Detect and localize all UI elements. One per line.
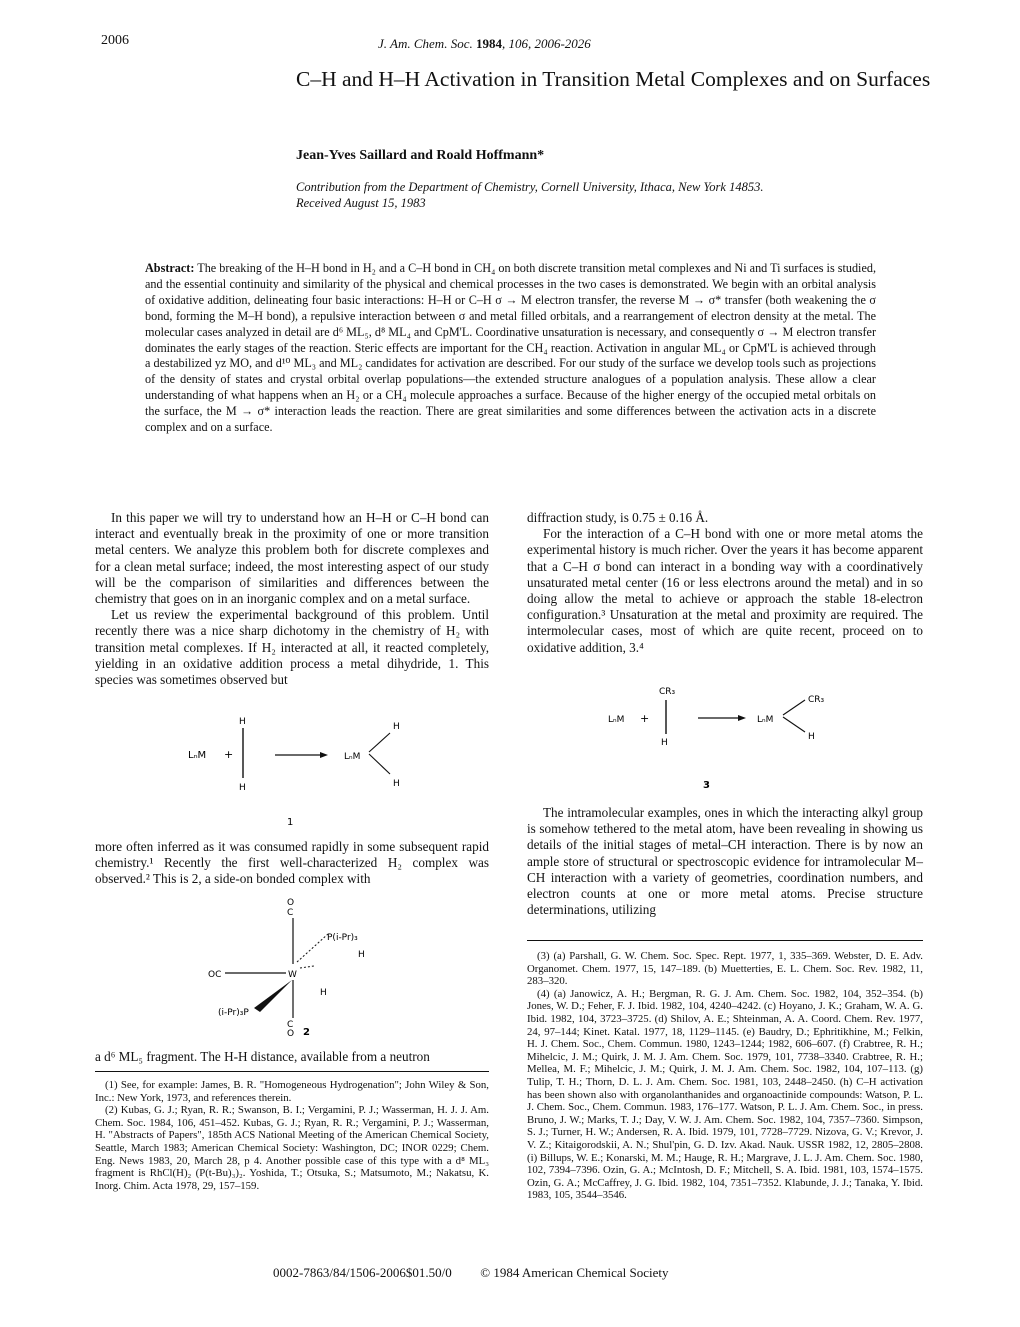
page-number: 2006 — [101, 33, 129, 48]
article-code: 0002-7863/84/1506-2006$01.50/0 — [273, 1265, 452, 1280]
scheme-2-number — [300, 1023, 316, 1039]
scheme2-o-bottom: O — [287, 1029, 295, 1036]
scheme3-cr3: CR₃ — [659, 687, 676, 697]
abstract — [145, 261, 876, 436]
scheme1-product-lnm: LₙM — [344, 752, 361, 762]
scheme3-lnm-label: LₙM — [608, 715, 625, 725]
scheme3-product-cr3: CR₃ — [808, 695, 825, 705]
scheme2-c-bottom: C — [287, 1020, 294, 1030]
left-column-middle — [95, 839, 489, 888]
left-paragraph-4: a d⁶ ML₅ fragment. The H-H distance, available from a neutron — [95, 1049, 430, 1064]
right-paragraph-3: The intramolecular examples, ones in which the interacting alkyl group is somehow tethered to the metal atom, have been revealing in showing us details of the initial stages of metal–CH interaction. There is by now an ample store of structural or spectroscopic evidence for intramolecular M–CH interaction with a variety of geometries, coordination numbers, and electron counts at one or more metal atoms. Precise structure determinations, utilizing — [527, 805, 923, 918]
left-column-bottom — [95, 1049, 489, 1065]
copyright-notice: © 1984 American Chemical Society — [480, 1265, 669, 1280]
right-column-top — [527, 510, 923, 656]
scheme3-product-lnm: LₙM — [757, 715, 774, 725]
journal-citation — [378, 36, 591, 52]
scheme3-number: 3 — [703, 780, 710, 791]
footnote-3: (3) (a) Parshall, G. W. Chem. Soc. Spec. Rept. 1977, 1, 335–369. Webster, D. E. Adv. Organomet. Chem. 1977, 15, 147–189. (b) Muetterties, E. L. Chem. Soc. Rev. 1982, 11, 283–320. — [527, 950, 923, 988]
footnote-4: (4) (a) Janowicz, A. H.; Bergman, R. G. J. Am. Chem. Soc. 1982, 104, 352–354. (b) Jones, W. D.; Feher, F. J. Ibid. 1982, 104, 4240–4242. (c) Hoyano, J. K.; Graham, W. A. G. Ibid. 1982, 104, 3723–3725. (d) Shilov, A. E.; Shteinman, A. A. Coord. Chem. Rev. 1977, 24, 97–144; Kinet. Katal. 1977, 18, 1129–1145. (e) Baudry, D.; Ephritikhine, M.; Felkin, H. J. Chem. Soc., Chem. Commun. 1980, 1243–1244; 1982, 606–607. (f) Crabtree, R. H.; Mihelcic, J. M.; Quirk, J. M. J. Am. Chem. Soc. 1979, 101, 7738–3340. Crabtree, R. H.; Mellea, M. F.; Mihelcic, J. M.; Quirk, J. M. J. Am. Chem. Soc. 1982, 104, 107–113. (g) Tulip, T. H.; Thorn, D. L. J. Am. Chem. Soc. 1981, 103, 2448–2450. (h) C–H activation has been shown also with organolanthanides and organoactinide compounds: Watson, P. L. J. Chem. Soc., Chem. Commun. 1983, 176–177. Watson, P. L. J. Am. Chem. Soc., in press. Bruno, J. W.; Marks, T. J.; Day, V. W. J. Am. Chem. Soc. 1982, 104, 7357–7360. Simpson, S. J.; Turner, H. W.; Andersen, R. A. Ibid. 1979, 101, 7728–7729. Nizova, G. V.; Krevor, J. V. Z.; Kitaigorodskii, A. N.; Shul'pin, G. D. Izv. Akad. Nauk. USSR 1982, 12, 2805–2808. (i) Billups, W. E.; Konarski, M. M.; Hauge, R. H.; Margrave, J. L. J. Am. Chem. Soc. 1980, 102, 7394–7396. Ozin, G. A.; McIntosh, D. F.; Mitchell, S. A. Ibid. 1981, 103, 1574–1575. Ozin, G. A.; McCaffrey, J. G. Ibid. 1982, 104, 7351–7352. Klabunde, J. J.; Tanaka, Y. Ibid. 1983, 105, 3544–3546. — [527, 987, 923, 1202]
scheme2-w-p-dashed-bond — [297, 934, 328, 962]
right-column-bottom — [527, 805, 923, 918]
scheme-2 — [200, 896, 400, 1036]
journal-name: J. Am. Chem. Soc. — [378, 36, 473, 51]
left-footnote-rule — [95, 1071, 489, 1072]
scheme3-product-h: H — [808, 732, 815, 742]
scheme2-ipr3p: (i-Pr)₃P — [218, 1008, 249, 1018]
journal-year: 1984 — [475, 36, 502, 51]
scheme1-mh-bond-upper — [369, 733, 390, 752]
scheme2-number: 2 — [303, 1027, 310, 1038]
left-footnotes — [95, 1079, 489, 1192]
scheme2-h-upper: H — [358, 950, 365, 960]
scheme1-arrowhead — [320, 752, 328, 758]
journal-volume-pages: , 106, 2006-2026 — [501, 36, 591, 51]
right-footnote-rule — [527, 940, 923, 941]
scheme3-mh-bond — [783, 717, 805, 732]
left-paragraph-1: In this paper we will try to understand how an H–H or C–H bond can interact and eventually break in the proximity of one or more transition metal centers. We analyze this problem both for discrete complexes and for a clean metal surface; indeed, the most interesting aspect of our study will be the comparison of similarities and differences between the chemistry that goes on in an inorganic complex and on a metal surface. — [95, 510, 489, 607]
article-title: C–H and H–H Activation in Transition Metal Complexes and on Surfaces — [296, 67, 931, 91]
scheme2-oc: OC — [208, 970, 222, 980]
scheme-1 — [180, 712, 420, 830]
right-paragraph-2: For the interaction of a C–H bond with one or more metal atoms the experimental history is much richer. Over the years it has become apparent that a C–H σ bond can interact in a bonding way with a coordinatively unsaturated metal center (16 or less electrons around the metal) and in so doing allow the metal to achieve or approach the stable 18-electron configuration.³ Unsaturation at the metal and proximity are required. The intermolecular cases, most of which are quite recent, proceed on to oxidative addition, 3.⁴ — [527, 526, 923, 655]
scheme1-h-bottom: H — [239, 783, 246, 793]
scheme1-mh-bond-lower — [369, 754, 390, 774]
scheme2-w-h2-dashed-bond — [300, 966, 314, 968]
footnote-1: (1) See, for example: James, B. R. "Homogeneous Hydrogenation"; John Wiley & Son, Inc.: New York, 1973, and references therein. — [95, 1079, 489, 1104]
scheme2-w: W — [288, 970, 297, 980]
scheme1-plus: + — [224, 748, 234, 761]
scheme2-o-top: O — [287, 898, 295, 908]
scheme2-wedge-bond — [254, 980, 292, 1012]
scheme3-plus: + — [640, 712, 650, 725]
scheme1-number: 1 — [287, 817, 294, 828]
scheme1-product-h-lower: H — [393, 779, 400, 789]
abstract-label: Abstract: — [145, 261, 195, 275]
page-footer — [273, 1265, 668, 1281]
scheme3-h: H — [661, 738, 668, 748]
scheme2-c-top: C — [287, 908, 294, 918]
scheme1-lnm-label: LₙM — [188, 750, 207, 761]
scheme2-pipr-top: P(i-Pr)₃ — [327, 933, 358, 943]
affiliation-text: Contribution from the Department of Chemistry, Cornell University, Ithaca, New York 14853. — [296, 180, 764, 194]
scheme1-product-h-upper: H — [393, 722, 400, 732]
abstract-text: The breaking of the H–H bond in H₂ and a C–H bond in CH₄ on both discrete transition metal complexes and Ni and Ti surfaces is studied, and the essential continuity and similarity of the physical and chemical processes in the two cases is demonstrated. We begin with an orbital analysis of oxidative addition, delineating four basic interactions: H–H or C–H σ → M electron transfer, the reverse M → σ* transfer (both weakening the σ bond, forming the M–H bond), a repulsive interaction between σ and metal filled orbitals, and a rearrangement of electron density at the metal. The molecular cases analyzed in detail are d⁶ ML₅, d⁸ ML₄ and CpM'L. Coordinative unsaturation is necessary, and consequently σ → M electron transfer dominates the early stages of the reaction. Steric effects are important for the CH₄ reaction. Activation in angular ML₄ or CpM'L is achieved through a destabilized yz MO, and d¹⁰ ML₃ and ML₂ candidates for activation are described. For our study of the surface we develop tools such as projections of the density of states and crystal orbital overlap populations—the extended structure analogues of a population analysis. These allow a clear understanding of what happens when an H₂ or a CH₄ molecule approaches a surface. Because of the higher energy of the occupied metal orbitals on the surface, the M → σ* interaction leads the reaction. There are great similarities and some differences between the activation acts in a discrete complex and on a surface. — [145, 261, 876, 435]
article-authors: Jean-Yves Saillard and Roald Hoffmann* — [296, 148, 545, 163]
article-affiliation — [296, 179, 936, 211]
scheme2-h-lower: H — [320, 988, 327, 998]
scheme3-arrowhead — [738, 715, 746, 721]
left-column-top — [95, 510, 489, 688]
scheme3-mc-bond — [783, 700, 805, 715]
footnote-2: (2) Kubas, G. J.; Ryan, R. R.; Swanson, B. I.; Vergamini, P. J.; Wasserman, H. J. J. Am. Chem. Soc. 1984, 106, 451–452. Kubas, G. J.; Ryan, R. R.; Vergamini, P. J.; Wasserman, H. "Abstracts of Papers", 185th ACS National Meeting of the American Chemical Society, Seattle, March 1983; American Chemical Society: Washington, DC; INOR 0229; Chem. Eng. News 1983, 20, March 28, p 4. Another possible case of this type with a d⁸ ML₃ fragment is RhCl(H)₂ (P(t-Bu)₃)₂. Yoshida, T.; Otsuka, S.; Matsumoto, M.; Nakatsu, K. Inorg. Chim. Acta 1978, 29, 157–159. — [95, 1104, 489, 1192]
right-paragraph-1: diffraction study, is 0.75 ± 0.16 Å. — [527, 510, 709, 525]
left-paragraph-3: more often inferred as it was consumed rapidly in some subsequent rapid chemistry.¹ Recently the first well-characterized H₂ complex was observed.² This is 2, a side-on bonded complex with — [95, 839, 489, 887]
scheme-3 — [600, 682, 850, 792]
right-footnotes — [527, 950, 923, 1202]
received-date: Received August 15, 1983 — [296, 196, 426, 210]
left-paragraph-2: Let us review the experimental background of this problem. Until recently there was a nice sharp dichotomy in the chemistry of H₂ with transition metal complexes. If H₂ interacted at all, it reacted completely, yielding in an oxidative addition process a metal dihydride, 1. This species was sometimes observed but — [95, 607, 489, 688]
scheme1-h-top: H — [239, 717, 246, 727]
